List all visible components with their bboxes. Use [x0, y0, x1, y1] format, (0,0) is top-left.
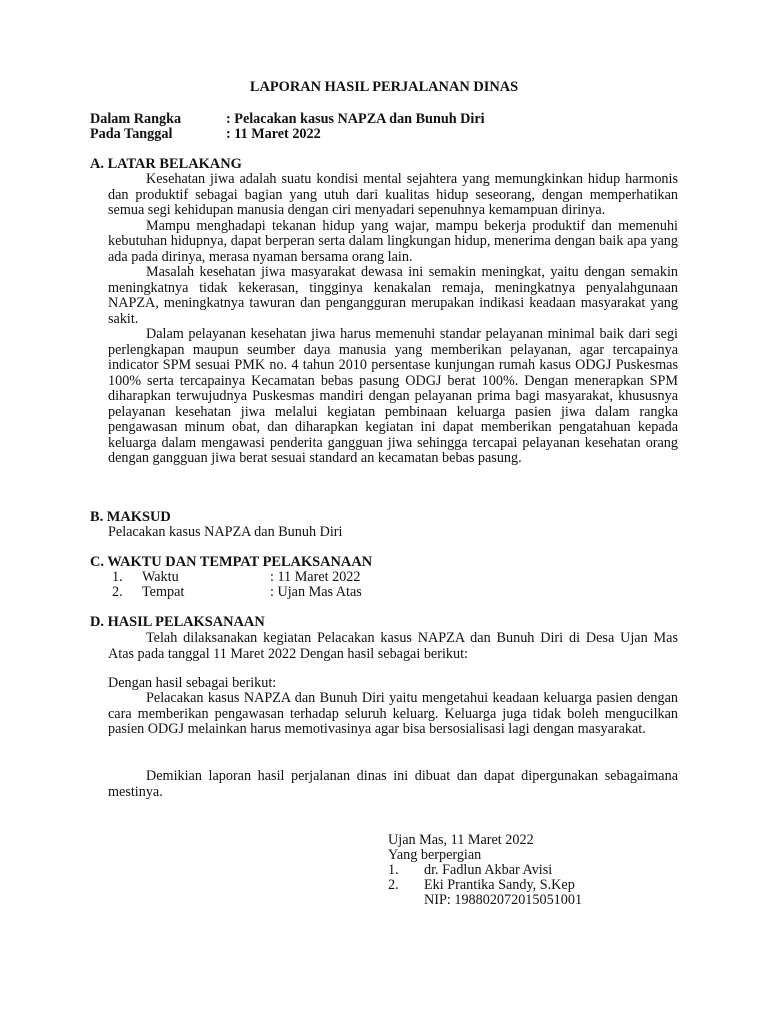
- paragraph: Masalah kesehatan jiwa masyarakat dewasa ini semakin meningkat, yaitu dengan semakin meningkatnya tidak kekerasan, tingginya kenakalan remaja, meningkatnya penyalahgunaan NAPZA, meningkatnya tawuran dan pengangguran merupakan indikasi keadaan masyarakat yang sakit.: [108, 264, 678, 327]
- signatory-number: 1.: [388, 862, 399, 878]
- signature-role: Yang berpergian: [388, 847, 482, 863]
- section-d-heading: D. HASIL PELAKSANAAN: [90, 614, 265, 630]
- paragraph: Mampu menghadapi tekanan hidup yang wajar, mampu bekerja produktif dan memenuhi kebutuhan hidupnya, dapat berperan serta dalam lingkungan hidup, menerima dengan baik apa yang ada pada dirinya, merasa nyaman bersama orang lain.: [108, 217, 678, 265]
- meta-row-date: [90, 127, 321, 143]
- section-a-heading: A. LATAR BELAKANG: [90, 156, 242, 172]
- signatory-name: Eki Prantika Sandy, S.Kep: [424, 877, 575, 893]
- closing-statement: [108, 769, 678, 800]
- meta-label: Dalam Rangka: [90, 111, 182, 127]
- section-d-intro: [108, 631, 678, 662]
- list-item: [112, 585, 362, 601]
- result-label: Dengan hasil sebagai berikut:: [108, 675, 277, 691]
- section-c-heading: C. WAKTU DAN TEMPAT PELAKSANAAN: [90, 554, 373, 570]
- signatory-name: dr. Fadlun Akbar Avisi: [424, 862, 553, 878]
- signatory-number: 2.: [388, 877, 399, 893]
- paragraph: Dalam pelayanan kesehatan jiwa harus memenuhi standar pelayanan minimal baik dari segi perlengkapan maupun seumber daya manusia yang memberikan pelayanan, agar tercapainya indicator SPM sesuai PMK no. 4 tahun 2010 persentase kunjungan rumah kasus ODGJ Puskesmas 100% serta tercapainya Kecamatan bebas pasung ODGJ berat 100%. Dengan menerapkan SPM diharapkan terwujudnya Puskesmas mandiri dengan pelayanan prima bagi masyarakat, khususnya pelayanan kesehatan jiwa melalui kegiatan pembinaan keluarga pasien jiwa dalam rangka pengawasan minum obat, dan diharapkan kegiatan ini dapat memberikan pengatahuan kepada keluarga dalam mengawasi penderita gangguan jiwa sehingga tercapai pelayanan kesehatan orang dengan gangguan jiwa berat sesuai standard an kecamatan bebas pasung.: [108, 326, 678, 466]
- paragraph: Pelacakan kasus NAPZA dan Bunuh Diri yaitu mengetahui keadaan keluarga pasien dengan cara memberikan pengawasan terhadap seluruh keluarg. Keluarga juga tidak boleh mengucilkan pasien ODGJ melainkan harus memotivasinya agar bisa bersosialisasi lagi dengan masyarakat.: [108, 690, 678, 737]
- meta-value: : Pelacakan kasus NAPZA dan Bunuh Diri: [226, 111, 485, 127]
- item-number: 1.: [112, 569, 123, 585]
- item-label: Tempat: [142, 584, 185, 600]
- section-b-text: Pelacakan kasus NAPZA dan Bunuh Diri: [108, 524, 343, 540]
- paragraph: Kesehatan jiwa adalah suatu kondisi mental sejahtera yang memungkinkan hidup harmonis dan produktif sebagai bagian yang utuh dari kualitas hidup seseorang, dengan memperhatikan semua segi kehidupan manusia dengan ciri menyadari sepenuhnya kemampuan dirinya.: [108, 171, 678, 218]
- meta-value: : 11 Maret 2022: [226, 126, 321, 142]
- document-title: LAPORAN HASIL PERJALANAN DINAS: [249, 79, 519, 95]
- item-number: 2.: [112, 584, 123, 600]
- section-b-heading: B. MAKSUD: [90, 509, 171, 525]
- paragraph: Demikian laporan hasil perjalanan dinas ini dibuat dan dapat dipergunakan sebagaimana mestinya.: [108, 768, 678, 800]
- meta-label: Pada Tanggal: [90, 126, 173, 142]
- item-value: : Ujan Mas Atas: [270, 584, 362, 600]
- signatory-nip: NIP: 198802072015051001: [424, 892, 583, 908]
- section-d-result: [108, 691, 678, 738]
- item-value: : 11 Maret 2022: [270, 569, 361, 585]
- paragraph: Telah dilaksanakan kegiatan Pelacakan kasus NAPZA dan Bunuh Diri di Desa Ujan Mas Atas pada tanggal 11 Maret 2022 Dengan hasil sebagai berikut:: [108, 630, 678, 662]
- signature-place-date: Ujan Mas, 11 Maret 2022: [388, 832, 534, 848]
- item-label: Waktu: [142, 569, 179, 585]
- section-a-body: [108, 172, 678, 467]
